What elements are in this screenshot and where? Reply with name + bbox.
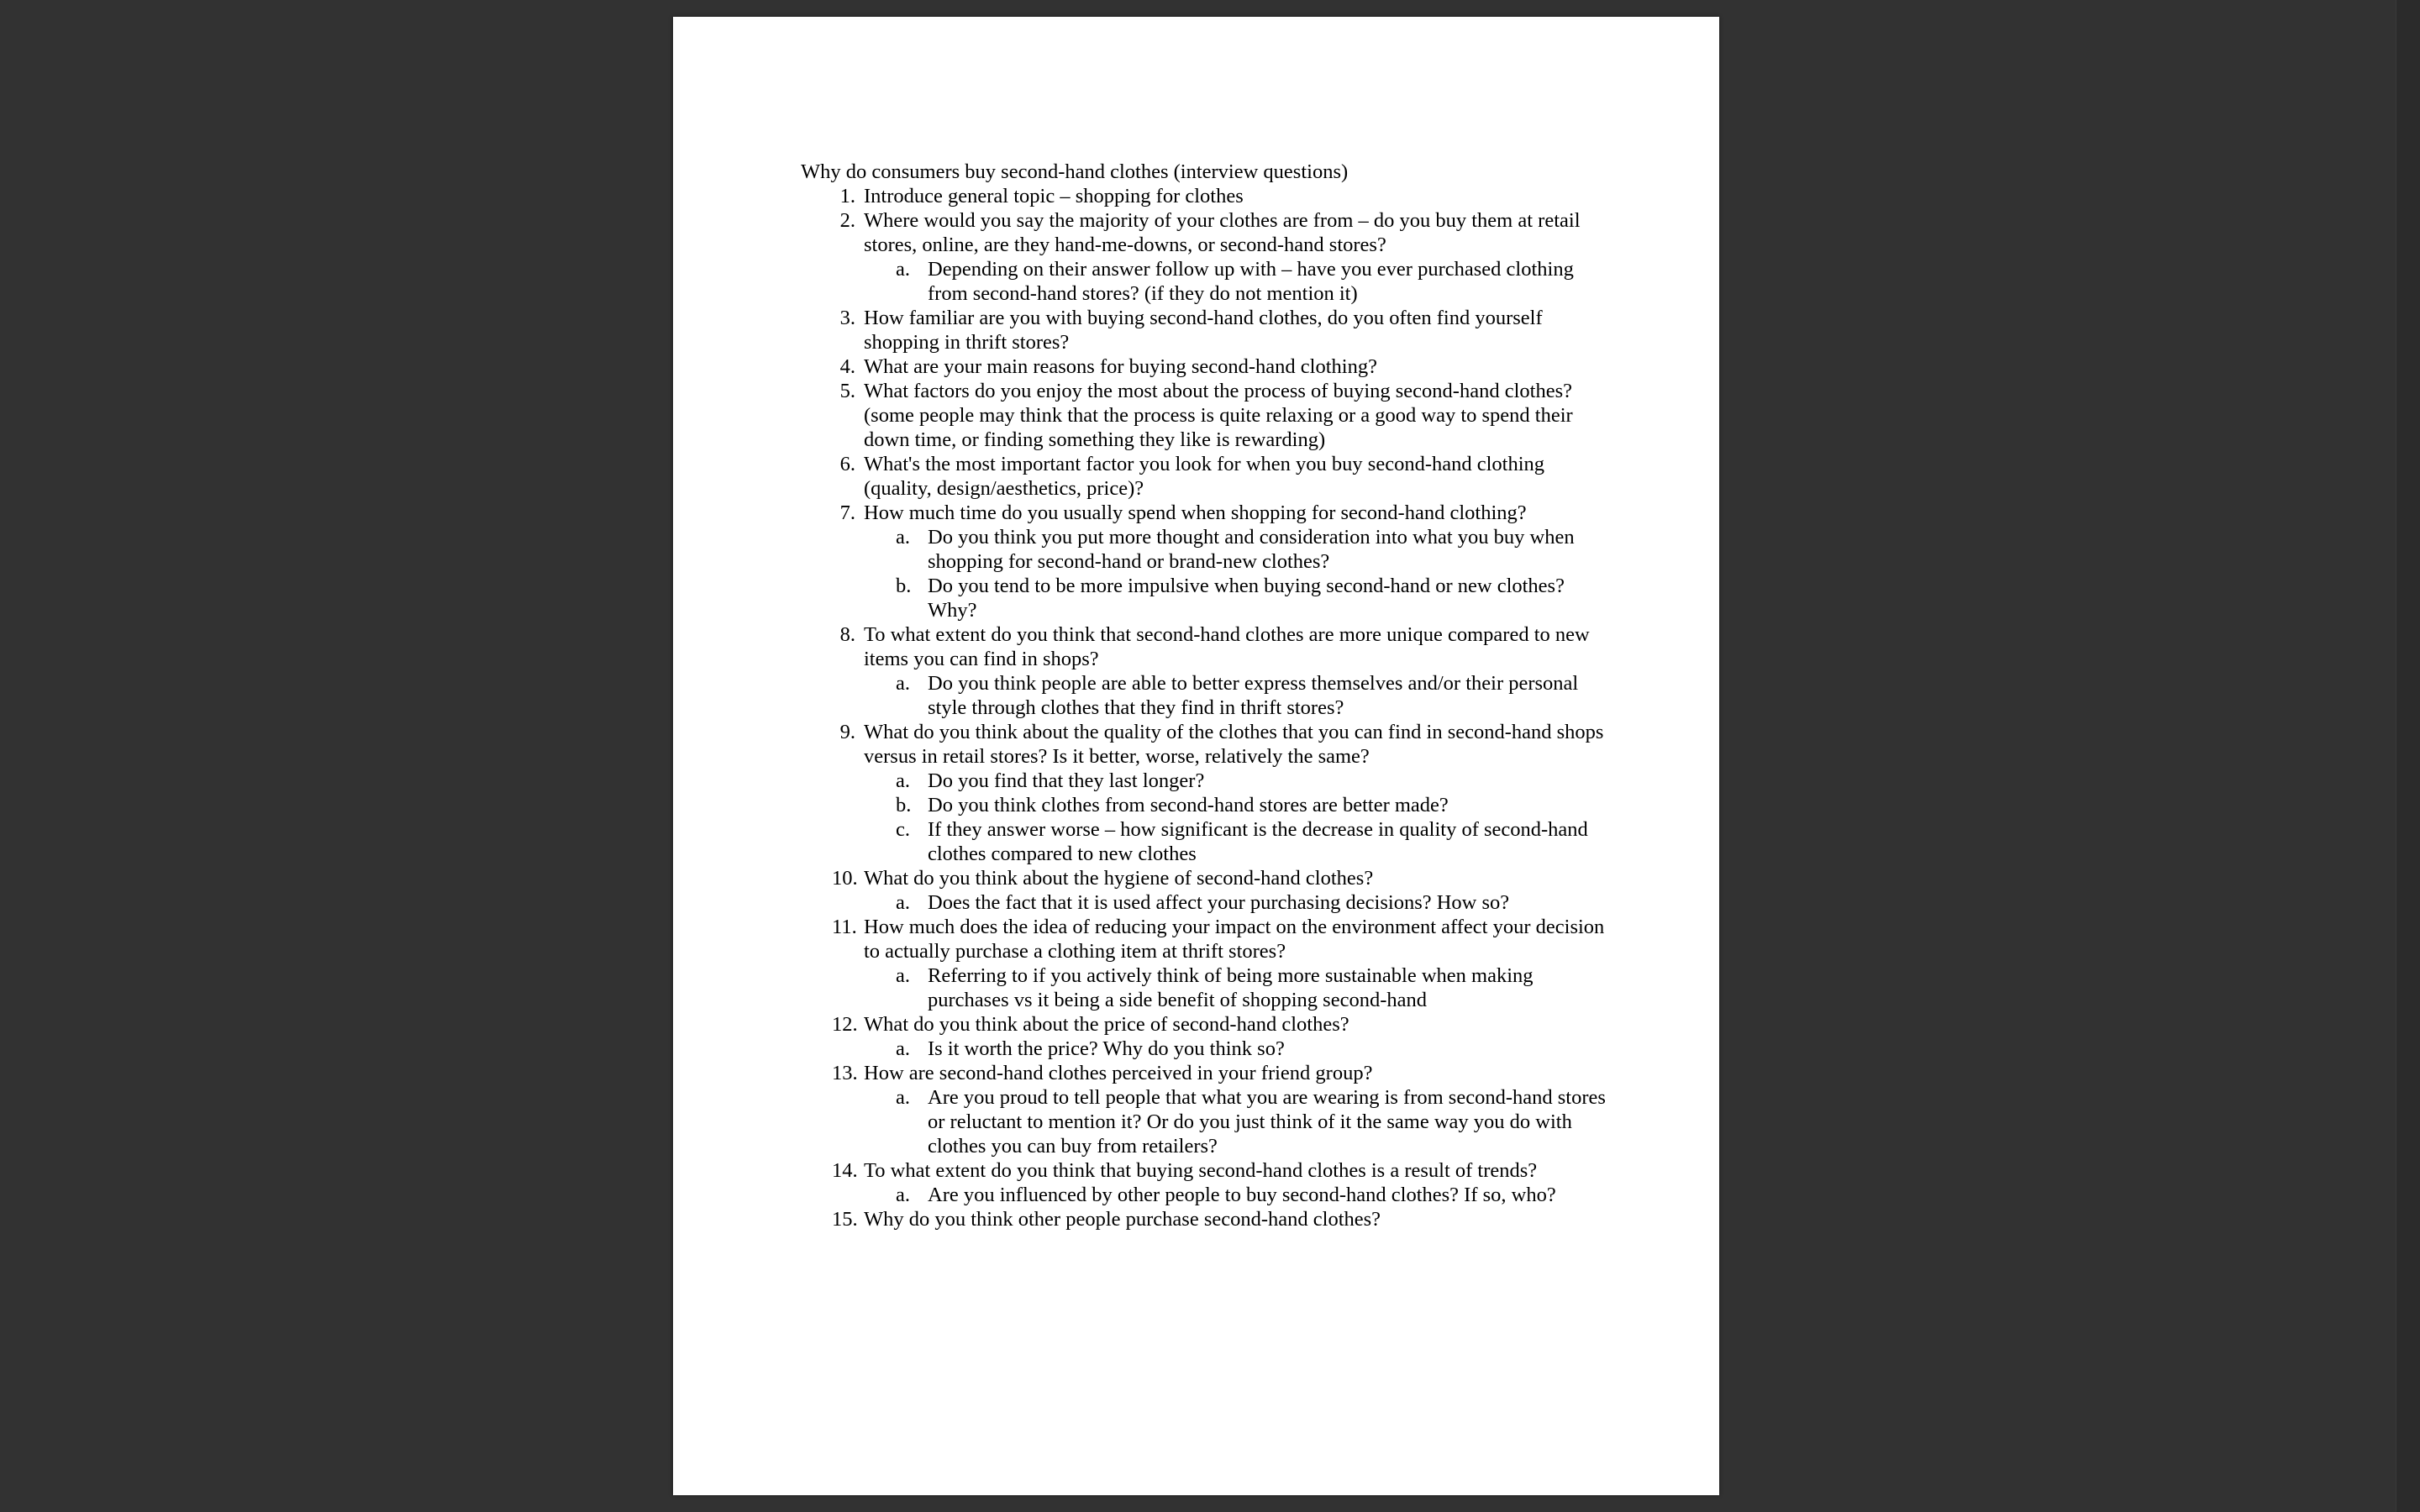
sub-question-list: [864, 1085, 1607, 1158]
sub-question-list: [864, 1037, 1607, 1061]
question-text: What do you think about the price of second-hand clothes?: [864, 1013, 1349, 1036]
sub-question-text: Do you think clothes from second-hand stores are better made?: [928, 794, 1449, 816]
sub-question-item: [864, 257, 1607, 306]
sub-question-text: Do you find that they last longer?: [928, 769, 1205, 792]
question-item: [801, 452, 1607, 501]
sub-question-list: [864, 890, 1607, 915]
question-list: [801, 184, 1607, 1231]
sub-question-letter: a.: [896, 1037, 910, 1060]
question-item: [801, 379, 1607, 452]
question-item: [801, 866, 1607, 915]
question-item: [801, 1158, 1607, 1207]
question-number: 12.: [832, 1013, 858, 1036]
sub-question-list: [864, 769, 1607, 866]
question-text: What do you think about the quality of the clothes that you can find in second-hand shops versus in retail stores? Is it better, worse, relatively the same?: [864, 721, 1604, 768]
vertical-scrollbar[interactable]: [2396, 0, 2420, 1512]
question-number: 1.: [839, 185, 855, 207]
sub-question-item: [864, 1037, 1607, 1061]
question-text: Introduce general topic – shopping for clothes: [864, 185, 1244, 207]
question-number: 9.: [839, 721, 855, 743]
sub-question-text: Do you tend to be more impulsive when buying second-hand or new clothes? Why?: [928, 575, 1565, 622]
question-text: How much time do you usually spend when shopping for second-hand clothing?: [864, 501, 1527, 524]
sub-question-item: [864, 793, 1607, 817]
question-item: [801, 354, 1607, 379]
sub-question-text: Are you proud to tell people that what you are wearing is from second-hand stores or reluctant to mention it? Or do you just think of it the same way you do with clothes you can buy from retailers?: [928, 1086, 1606, 1158]
sub-question-item: [864, 1183, 1607, 1207]
question-item: [801, 915, 1607, 1012]
sub-question-letter: a.: [896, 891, 910, 914]
question-item: [801, 208, 1607, 306]
page-content: [801, 160, 1607, 1231]
sub-question-letter: a.: [896, 769, 910, 792]
sub-question-item: [864, 525, 1607, 574]
document-page: [673, 17, 1719, 1495]
question-text: How are second-hand clothes perceived in your friend group?: [864, 1062, 1373, 1084]
question-text: What do you think about the hygiene of second-hand clothes?: [864, 867, 1374, 890]
question-item: [801, 1061, 1607, 1158]
sub-question-list: [864, 257, 1607, 306]
sub-question-item: [864, 963, 1607, 1012]
question-item: [801, 184, 1607, 208]
question-number: 4.: [839, 355, 855, 378]
question-text: Where would you say the majority of your clothes are from – do you buy them at retail stores, online, are they hand-me-downs, or second-hand stores?: [864, 209, 1581, 256]
sub-question-letter: a.: [896, 526, 910, 549]
sub-question-text: If they answer worse – how significant is the decrease in quality of second-hand clothes compared to new clothes: [928, 818, 1588, 865]
question-item: [801, 622, 1607, 720]
sub-question-text: Do you think people are able to better express themselves and/or their personal style through clothes that they find in thrift stores?: [928, 672, 1579, 719]
sub-question-text: Is it worth the price? Why do you think so?: [928, 1037, 1285, 1060]
sub-question-list: [864, 525, 1607, 622]
sub-question-item: [864, 769, 1607, 793]
sub-question-item: [864, 574, 1607, 622]
question-text: How much does the idea of reducing your impact on the environment affect your decision to actually purchase a clothing item at thrift stores?: [864, 916, 1605, 963]
question-item: [801, 501, 1607, 622]
question-text: What are your main reasons for buying second-hand clothing?: [864, 355, 1377, 378]
question-number: 6.: [839, 453, 855, 475]
question-number: 5.: [839, 380, 855, 402]
sub-question-letter: b.: [896, 575, 912, 597]
question-item: [801, 306, 1607, 354]
sub-question-letter: a.: [896, 258, 910, 281]
sub-question-item: [864, 671, 1607, 720]
sub-question-item: [864, 890, 1607, 915]
sub-question-list: [864, 671, 1607, 720]
sub-question-text: Does the fact that it is used affect your purchasing decisions? How so?: [928, 891, 1510, 914]
question-item: [801, 720, 1607, 866]
sub-question-item: [864, 1085, 1607, 1158]
sub-question-list: [864, 1183, 1607, 1207]
question-number: 3.: [839, 307, 855, 329]
question-number: 15.: [832, 1208, 858, 1231]
sub-question-text: Are you influenced by other people to buy second-hand clothes? If so, who?: [928, 1184, 1556, 1206]
sub-question-letter: c.: [896, 818, 910, 841]
sub-question-letter: b.: [896, 794, 912, 816]
question-text: What factors do you enjoy the most about the process of buying second-hand clothes? (some people may think that the process is quite relaxing or a good way to spend their down time, or finding something they like is rewarding): [864, 380, 1573, 451]
question-number: 7.: [839, 501, 855, 524]
question-item: [801, 1012, 1607, 1061]
sub-question-letter: a.: [896, 1086, 910, 1109]
question-number: 11.: [832, 916, 857, 938]
sub-question-list: [864, 963, 1607, 1012]
question-number: 2.: [839, 209, 855, 232]
sub-question-letter: a.: [896, 1184, 910, 1206]
question-text: To what extent do you think that buying second-hand clothes is a result of trends?: [864, 1159, 1538, 1182]
question-number: 10.: [832, 867, 858, 890]
sub-question-text: Referring to if you actively think of being more sustainable when making purchases vs it being a side benefit of shopping second-hand: [928, 964, 1534, 1011]
sub-question-text: Do you think you put more thought and consideration into what you buy when shopping for second-hand or brand-new clothes?: [928, 526, 1575, 573]
question-number: 14.: [832, 1159, 858, 1182]
sub-question-letter: a.: [896, 672, 910, 695]
question-text: How familiar are you with buying second-hand clothes, do you often find yourself shopping in thrift stores?: [864, 307, 1543, 354]
question-text: To what extent do you think that second-hand clothes are more unique compared to new items you can find in shops?: [864, 623, 1590, 670]
question-number: 8.: [839, 623, 855, 646]
document-title: Why do consumers buy second-hand clothes (interview questions): [801, 160, 1349, 183]
sub-question-item: [864, 817, 1607, 866]
sub-question-text: Depending on their answer follow up with – have you ever purchased clothing from second-hand stores? (if they do not mention it): [928, 258, 1574, 305]
question-text: Why do you think other people purchase second-hand clothes?: [864, 1208, 1381, 1231]
question-text: What's the most important factor you look for when you buy second-hand clothing (quality, design/aesthetics, price)?: [864, 453, 1545, 500]
sub-question-letter: a.: [896, 964, 910, 987]
question-number: 13.: [832, 1062, 858, 1084]
question-item: [801, 1207, 1607, 1231]
